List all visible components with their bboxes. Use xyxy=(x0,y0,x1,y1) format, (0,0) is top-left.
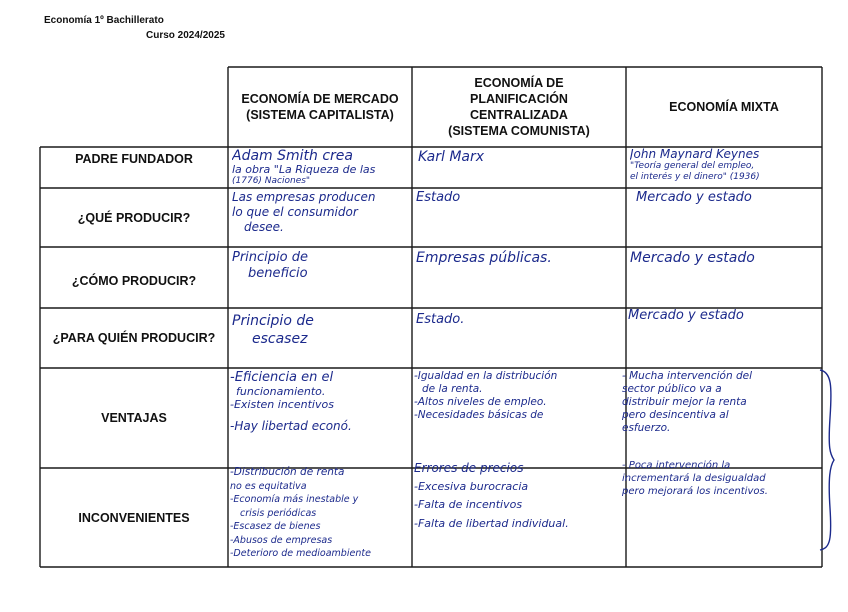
row-header-padre: PADRE FUNDADOR xyxy=(75,151,193,166)
cell-padre-mixta: John Maynard Keynes "Teoría general del empleo, el interés y el dinero" (1936) xyxy=(630,148,760,182)
handdrawn-brace xyxy=(818,368,838,552)
cell-como-mixta: Mercado y estado xyxy=(630,250,755,266)
cell-que-mixta: Mercado y estado xyxy=(636,190,752,205)
col-planificacion-line1: ECONOMÍA DE xyxy=(474,76,564,90)
col-header-mixta xyxy=(626,67,822,147)
cell-para-planificacion: Estado. xyxy=(416,312,465,327)
cell-para-mercado: Principio de escasez xyxy=(232,313,314,347)
cell-inconvenientes-mixta: - Poca intervención la incrementará la desigualdad pero mejorará los incentivos. xyxy=(622,460,768,497)
col-planificacion-line4: (SISTEMA COMUNISTA) xyxy=(448,124,590,138)
col-mixta-title: ECONOMÍA MIXTA xyxy=(669,100,779,114)
cell-ventajas-planificacion: -Igualdad en la distribución de la renta. -Altos niveles de empleo. -Necesidades básicas de xyxy=(414,370,558,421)
col-planificacion-line3: CENTRALIZADA xyxy=(470,108,568,122)
col-mercado-subtitle: (SISTEMA CAPITALISTA) xyxy=(246,108,394,122)
cell-inconvenientes-mercado: -Distribución de renta no es equitativa -Economía más inestable y crisis periódicas -Escasez de bienes -Abusos de empresas -Deterioro de medioambiente xyxy=(230,466,371,559)
cell-padre-mercado: Adam Smith crea la obra "La Riqueza de las (1776) Naciones" xyxy=(232,149,376,186)
cell-inconvenientes-planificacion: Errores de precios -Excesiva burocracia -Falta de incentivos -Falta de libertad individual. xyxy=(414,462,569,530)
col-mercado-title: ECONOMÍA DE MERCADO xyxy=(241,92,399,106)
cell-ventajas-mixta: - Mucha intervención del sector público va a distribuir mejor la renta pero desincentiva al esfuerzo. xyxy=(622,370,752,434)
cell-padre-planificacion: Karl Marx xyxy=(418,149,485,165)
col-header-mercado xyxy=(228,67,412,147)
cell-que-mercado: Las empresas producen lo que el consumidor desee. xyxy=(232,190,376,234)
row-header-ventajas: VENTAJAS xyxy=(101,411,167,425)
cell-para-mixta: Mercado y estado xyxy=(628,308,744,323)
col-header-planificacion xyxy=(412,67,626,147)
cell-como-planificacion: Empresas públicas. xyxy=(416,250,552,266)
cell-que-planificacion: Estado xyxy=(416,190,461,205)
subject-header: Economía 1º Bachillerato xyxy=(44,15,164,26)
row-header-que: ¿QUÉ PRODUCIR? xyxy=(77,210,191,225)
cell-ventajas-mercado: -Eficiencia en el funcionamiento. -Existen incentivos -Hay libertad econó. xyxy=(230,370,352,433)
cell-como-mercado: Principio de beneficio xyxy=(232,250,308,281)
row-header-como: ¿CÓMO PRODUCIR? xyxy=(71,274,197,288)
row-header-para: ¿PARA QUIÉN PRODUCIR? xyxy=(52,331,216,345)
course-header: Curso 2024/2025 xyxy=(146,30,225,41)
row-header-inconvenientes: INCONVENIENTES xyxy=(78,510,190,525)
col-planificacion-line2: PLANIFICACIÓN xyxy=(470,92,568,106)
